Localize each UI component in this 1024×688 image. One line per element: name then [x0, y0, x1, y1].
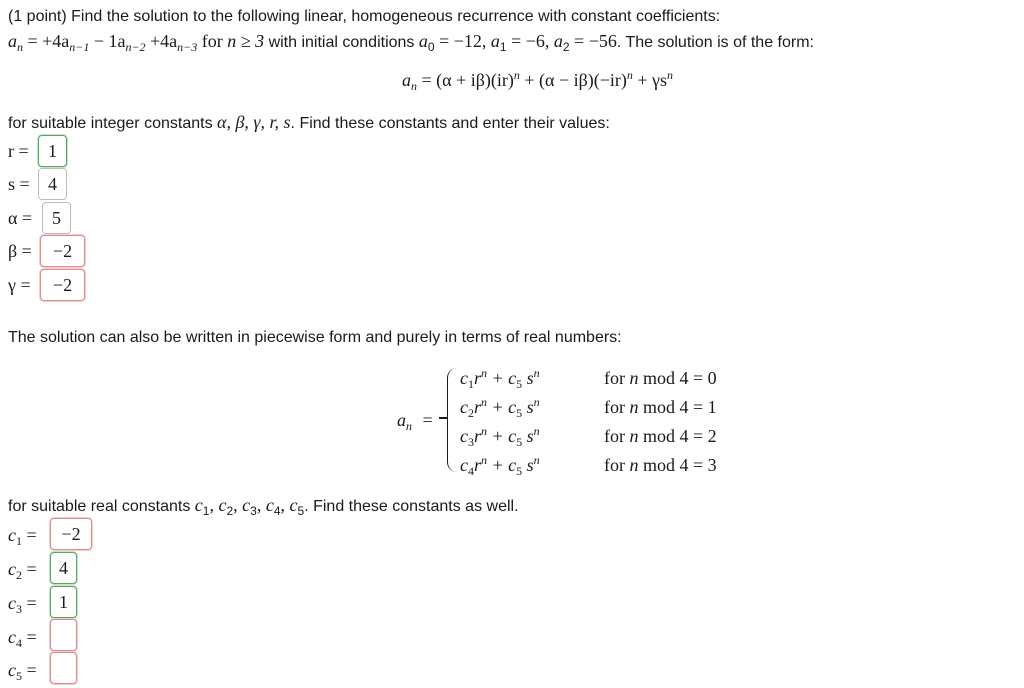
- c3-input[interactable]: 1: [50, 586, 77, 618]
- c1-label: $c_1$ =: [8, 525, 37, 548]
- c1-input[interactable]: −2: [50, 518, 92, 550]
- case-row-2: $c_2r^n + c_5$ $s^n$: [460, 395, 540, 420]
- piecewise-brace: [447, 368, 458, 472]
- c4-input[interactable]: [50, 619, 77, 651]
- c2-label: $c_2$ =: [8, 559, 37, 582]
- r-label: r =: [8, 141, 29, 161]
- s-input[interactable]: 4: [38, 168, 67, 200]
- c4-label: $c_4$ =: [8, 627, 37, 650]
- part2-intro: The solution can also be written in piecewise form and purely in terms of real numbers:: [8, 329, 622, 346]
- case-row-4: $c_4r^n + c_5$ $s^n$: [460, 453, 540, 478]
- case-row-3: $c_3r^n + c_5$ $s^n$: [460, 424, 540, 449]
- c5-label: $c_5$ =: [8, 660, 37, 683]
- part2-prompt: for suitable real constants $c_1$, $c_2$, $c_3$, $c_4$, $c_5$. Find these constants as well.: [8, 495, 519, 518]
- beta-label: β =: [8, 241, 32, 261]
- alpha-label: α =: [8, 208, 33, 228]
- gamma-label: γ =: [8, 275, 31, 295]
- c3-label: $c_3$ =: [8, 593, 37, 616]
- case-cond-4: for n mod 4 = 3: [604, 455, 717, 475]
- case-cond-2: for n mod 4 = 1: [604, 397, 717, 417]
- c2-input[interactable]: 4: [50, 552, 77, 584]
- gamma-input[interactable]: −2: [40, 269, 85, 301]
- part1-prompt: for suitable integer constants α, β, γ, r, s. Find these constants and enter their values:: [8, 112, 610, 132]
- solution-form: $a_n = (\alpha + i\beta)(ir)^n + (\alpha - i\beta)(-ir)^n + \gamma s^n$: [402, 68, 674, 93]
- s-label: s =: [8, 174, 30, 194]
- problem-intro: Find the solution to the following linear, homogeneous recurrence with constant coefficients:: [71, 8, 721, 25]
- points-label: (1 point): [8, 8, 67, 25]
- case-cond-1: for n mod 4 = 0: [604, 368, 717, 388]
- alpha-input[interactable]: 5: [42, 202, 71, 234]
- c5-input[interactable]: [50, 652, 77, 684]
- case-row-1: $c_1r^n + c_5$ $s^n$: [460, 366, 540, 391]
- recurrence-line: $a_n = +4a_{n-1} - 1a_{n-2} +4a_{n-3}$ for n ≥ 3 with initial conditions $a_0 = -12$, $a_1 = -6$, $a_2 = -56$. The solution is of the form:: [8, 31, 814, 54]
- case-cond-3: for n mod 4 = 2: [604, 426, 717, 446]
- piecewise-lhs: $a_n$ =: [397, 410, 433, 433]
- beta-input[interactable]: −2: [40, 235, 85, 267]
- problem-header: [8, 8, 720, 26]
- r-input[interactable]: 1: [38, 135, 67, 167]
